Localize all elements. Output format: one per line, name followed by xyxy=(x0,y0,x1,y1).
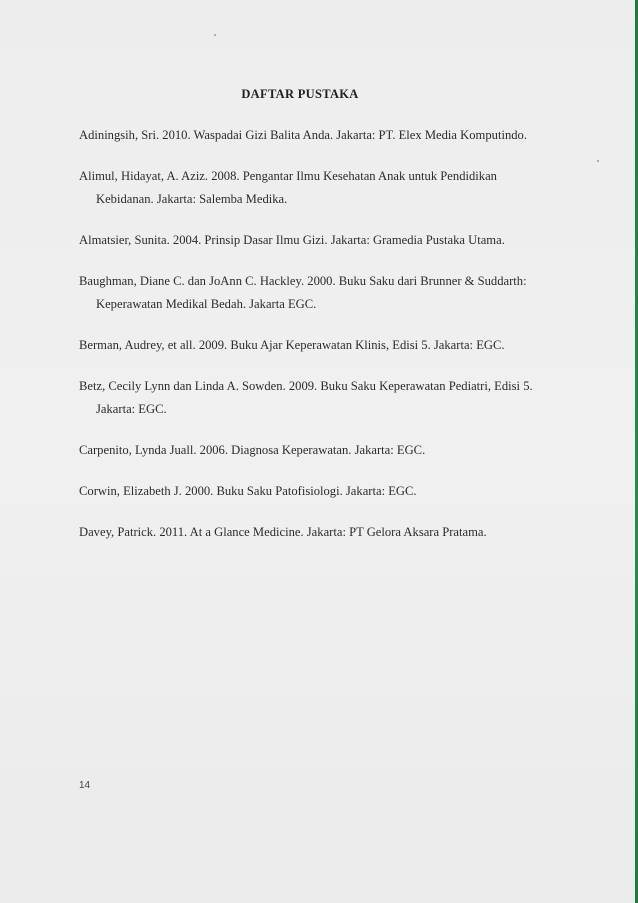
reference-entry: Baughman, Diane C. dan JoAnn C. Hackley. 2000. Buku Saku dari Brunner & Suddarth: Keperawatan Medikal Bedah. Jakarta EGC. xyxy=(79,274,527,311)
reference-entry: Betz, Cecily Lynn dan Linda A. Sowden. 2009. Buku Saku Keperawatan Pediatri, Edisi 5. Jakarta: EGC. xyxy=(79,379,533,416)
reference-entry: Berman, Audrey, et all. 2009. Buku Ajar Keperawatan Klinis, Edisi 5. Jakarta: EGC. xyxy=(79,338,505,352)
reference-entry: Almatsier, Sunita. 2004. Prinsip Dasar Ilmu Gizi. Jakarta: Gramedia Pustaka Utama. xyxy=(79,233,505,247)
page-title: DAFTAR PUSTAKA xyxy=(241,87,359,101)
reference-entry: Carpenito, Lynda Juall. 2006. Diagnosa Keperawatan. Jakarta: EGC. xyxy=(79,443,426,457)
reference-entry: Davey, Patrick. 2011. At a Glance Medicine. Jakarta: PT Gelora Aksara Pratama. xyxy=(79,525,487,539)
scan-speck xyxy=(597,160,599,162)
reference-entry: Adiningsih, Sri. 2010. Waspadai Gizi Balita Anda. Jakarta: PT. Elex Media Komputindo. xyxy=(79,128,527,142)
reference-entry: Alimul, Hidayat, A. Aziz. 2008. Pengantar Ilmu Kesehatan Anak untuk Pendidikan Kebidanan. Jakarta: Salemba Medika. xyxy=(79,169,497,206)
reference-list xyxy=(79,124,557,562)
scan-speck xyxy=(214,34,216,36)
page-number: 14 xyxy=(79,780,91,791)
reference-entry: Corwin, Elizabeth J. 2000. Buku Saku Patofisiologi. Jakarta: EGC. xyxy=(79,484,417,498)
